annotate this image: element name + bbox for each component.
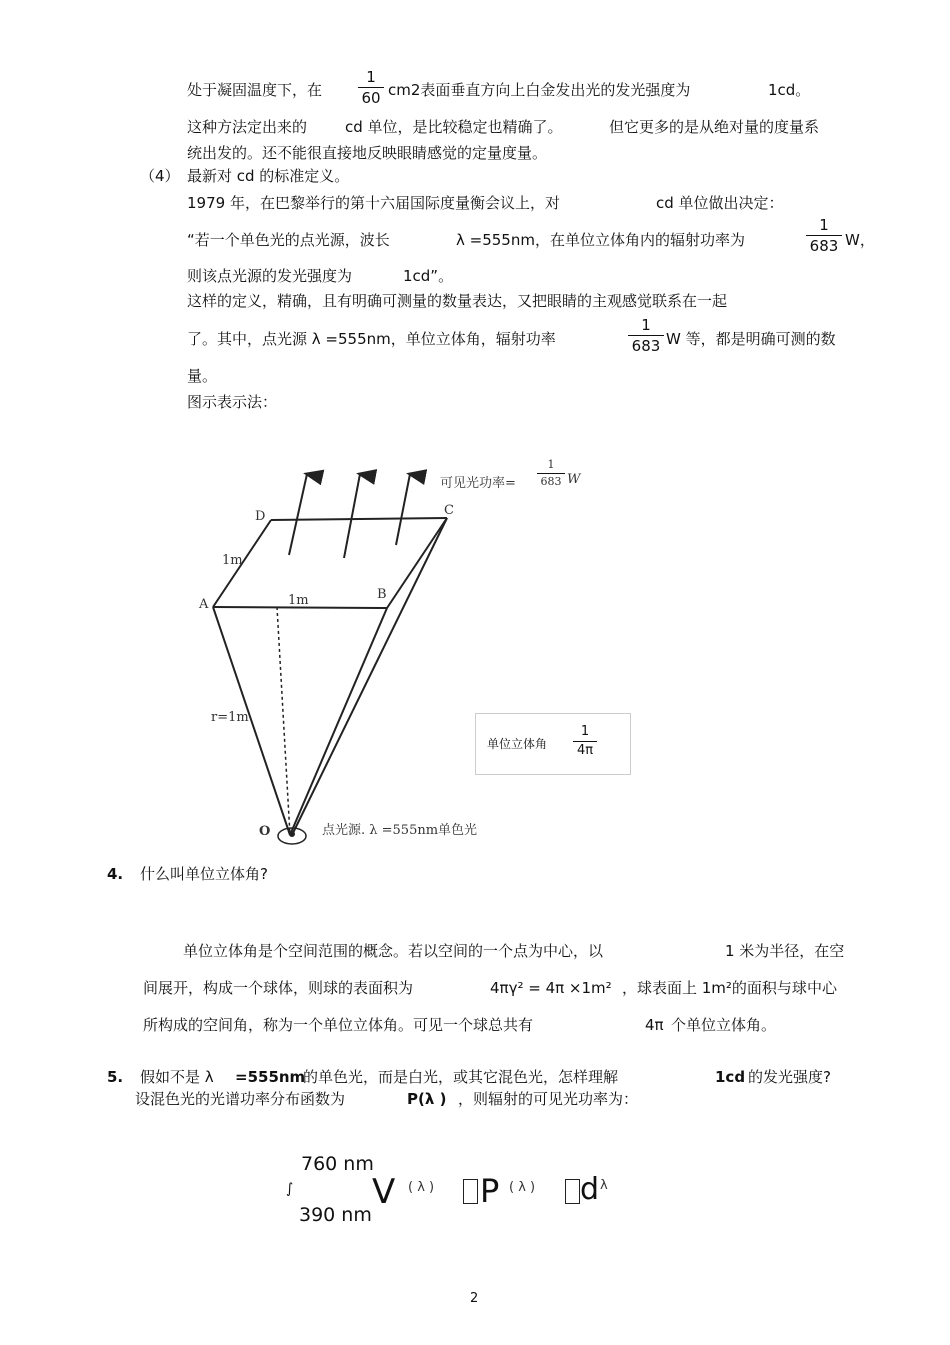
- integral-sign: ∫: [286, 1181, 294, 1197]
- frac-numerator: 1: [819, 216, 829, 234]
- frac-denominator: 4π: [576, 743, 594, 758]
- q5-l1c: 的单色光，而是白光，或其它混色光，怎样理解: [303, 1068, 619, 1086]
- vertex-c: C: [444, 503, 454, 518]
- item4-fig-intro: 图示表示法：: [187, 393, 278, 411]
- radius-label: r=1m: [211, 710, 249, 725]
- item4-marker: （4）: [140, 167, 180, 185]
- formula-lambda-3: λ: [600, 1178, 608, 1193]
- solid-angle-box: [475, 713, 631, 775]
- q4-l1a: 单位立体角是个空间范围的概念。若以空间的一个点为中心，以: [183, 942, 604, 960]
- q5-l2b: P(λ ): [407, 1090, 447, 1108]
- item4-e3: 量。: [187, 367, 218, 385]
- q5-number: 5.: [107, 1068, 124, 1086]
- power-unit: W: [567, 472, 581, 487]
- vertex-d: D: [255, 509, 266, 524]
- solid-angle-fraction: [573, 724, 597, 759]
- p1-post: cm2表面垂直方向上白金发出光的发光强度为: [388, 81, 691, 99]
- q5-l1e: 的发光强度?: [748, 1068, 831, 1086]
- q5-l1a: 假如不是 λ: [140, 1068, 214, 1086]
- frac-numerator: 1: [366, 68, 376, 86]
- arrow-icon: [289, 474, 307, 555]
- p1-value: 1cd。: [768, 81, 811, 99]
- q5-l1b: =555nm: [235, 1068, 306, 1086]
- side-length: 1m: [222, 553, 243, 568]
- item4-l1b: cd 单位做出决定：: [656, 194, 784, 212]
- edge-bo: [290, 608, 387, 835]
- edge-co: [292, 518, 447, 835]
- frac-numerator: 1: [641, 316, 651, 334]
- q4-l2a: 间展开，构成一个球体，则球的表面积为: [143, 979, 414, 997]
- edge-cb: [387, 518, 447, 608]
- p2-l2: 统出发的。还不能很直接地反映眼睛感觉的定量度量。: [187, 144, 548, 162]
- power-fraction: [537, 458, 565, 489]
- q4-l3b: 4π: [645, 1016, 664, 1034]
- p2-l1a: 这种方法定出来的: [187, 118, 308, 136]
- q4-number: 4.: [107, 865, 124, 883]
- q4-l3a: 所构成的空间角，称为一个单位立体角。可见一个球总共有: [143, 1016, 534, 1034]
- origin-o: O: [259, 824, 271, 839]
- frac-numerator: 1: [547, 458, 555, 471]
- source-label: 点光源. λ =555nm单色光: [322, 823, 478, 838]
- item4-q1c: W，: [845, 231, 875, 249]
- item4-q1a: “若一个单色光的点光源，波长: [187, 231, 390, 249]
- q5-l1d: 1cd: [715, 1068, 746, 1086]
- vertex-a: A: [199, 597, 209, 612]
- solid-angle-label: 单位立体角: [487, 737, 548, 751]
- item4-e1: 这样的定义，精确，且有明确可测量的数量表达，又把眼睛的主观感觉联系在一起: [187, 292, 728, 310]
- frac-denominator: 683: [540, 475, 562, 488]
- q4-title: 什么叫单位立体角?: [140, 865, 268, 883]
- q5-l2c: ，则辐射的可见光功率为：: [458, 1090, 639, 1108]
- q4-l1b: 1 米为半径，在空: [725, 942, 845, 960]
- frac-denominator: 683: [809, 237, 839, 255]
- page-number: 2: [470, 1291, 479, 1306]
- item4-q1b: λ =555nm，在单位立体角内的辐射功率为: [456, 231, 745, 249]
- q4-l2b: 4πγ² = 4π ×1m²: [490, 979, 612, 997]
- frac-numerator: 1: [580, 724, 590, 739]
- q4-l2c: ，球表面上 1m²的面积与球中心: [622, 979, 837, 997]
- multiply-box-icon: [463, 1179, 478, 1204]
- vertex-b: B: [377, 587, 387, 602]
- item4-l1a: 1979 年，在巴黎举行的第十六届国际度量衡会议上，对: [187, 194, 560, 212]
- formula-lambda-1: ( λ ): [408, 1180, 435, 1195]
- multiply-box-icon: [565, 1179, 580, 1204]
- item4-q2a: 则该点光源的发光强度为: [187, 267, 353, 285]
- q4-l3c: 个单位立体角。: [671, 1016, 777, 1034]
- frac-denominator: 60: [361, 89, 381, 107]
- formula-upper-limit: 760 nm: [301, 1153, 374, 1175]
- arrow-icon: [396, 474, 410, 545]
- item4-title: 最新对 cd 的标准定义。: [187, 167, 350, 185]
- p2-l1c: 但它更多的是从绝对量的度量系: [609, 118, 820, 136]
- formula-v: V: [372, 1172, 396, 1212]
- p1-pre: 处于凝固温度下，在: [187, 81, 323, 99]
- item4-e2a: 了。其中，点光源 λ =555nm，单位立体角，辐射功率: [187, 330, 556, 348]
- formula-lower-limit: 390 nm: [299, 1204, 372, 1226]
- formula-lambda-2: ( λ ): [509, 1180, 536, 1195]
- frac-denominator: 683: [631, 337, 661, 355]
- item4-q2b: 1cd”。: [403, 267, 454, 285]
- item4-e2b: W 等，都是明确可测的数: [666, 330, 836, 348]
- power-label: 可见光功率=: [440, 476, 516, 491]
- p2-l1b: cd 单位，是比较稳定也精确了。: [345, 118, 563, 136]
- q5-l2a: 设混色光的光谱功率分布函数为: [135, 1090, 346, 1108]
- formula-d: d: [580, 1172, 600, 1207]
- top-length: 1m: [288, 593, 309, 608]
- formula-p: P: [480, 1172, 500, 1210]
- arrow-icon: [344, 474, 360, 558]
